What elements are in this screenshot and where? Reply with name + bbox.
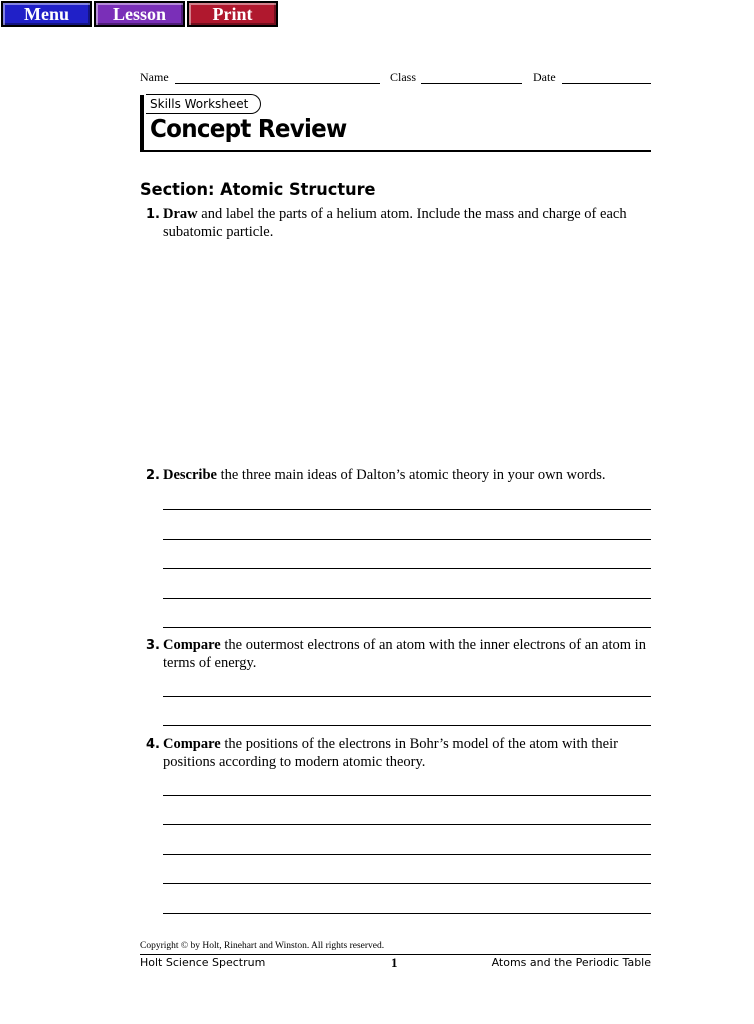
answer-line[interactable]: [163, 725, 651, 726]
question-text: the three main ideas of Dalton’s atomic theory in your own words.: [216, 467, 606, 483]
footer-book-title: Holt Science Spectrum: [140, 956, 266, 969]
question-verb: Draw: [163, 206, 198, 222]
answer-line[interactable]: [163, 824, 651, 825]
answer-line[interactable]: [163, 795, 651, 796]
question-number: 3.: [146, 638, 160, 653]
print-button[interactable]: Print: [187, 1, 278, 27]
title-accent-bar: [140, 95, 144, 152]
question-number: 1.: [146, 207, 160, 222]
answer-line[interactable]: [163, 913, 651, 914]
answer-line[interactable]: [163, 854, 651, 855]
page-title: Concept Review: [150, 114, 347, 143]
student-info-header: [140, 70, 651, 86]
worksheet-tag: Skills Worksheet: [146, 94, 261, 114]
menu-button[interactable]: Menu: [1, 1, 92, 27]
title-divider: [140, 150, 651, 152]
answer-line[interactable]: [163, 568, 651, 569]
answer-line[interactable]: [163, 598, 651, 599]
name-field[interactable]: [175, 83, 380, 84]
question-verb: Describe: [163, 467, 217, 483]
question-text: the outermost electrons of an atom with the inner electrons of an atom in terms of energy.: [163, 637, 646, 671]
nav-bar: [1, 1, 278, 27]
name-label: Name: [140, 70, 169, 84]
page-number: 1: [391, 955, 398, 970]
section-heading: Section: Atomic Structure: [140, 180, 376, 200]
question-2: [146, 467, 651, 485]
answer-line[interactable]: [163, 696, 651, 697]
answer-line[interactable]: [163, 883, 651, 884]
answer-line[interactable]: [163, 539, 651, 540]
copyright-notice: Copyright © by Holt, Rinehart and Winston. All rights reserved.: [140, 941, 385, 951]
question-number: 2.: [146, 468, 160, 483]
question-3: [146, 637, 651, 672]
question-number: 4.: [146, 737, 160, 752]
answer-line[interactable]: [163, 627, 651, 628]
question-verb: Compare: [163, 736, 221, 752]
question-text: the positions of the electrons in Bohr’s model of the atom with their positions according to modern atomic theory.: [163, 736, 618, 770]
lesson-button[interactable]: Lesson: [94, 1, 185, 27]
date-field[interactable]: [562, 83, 651, 84]
question-verb: Compare: [163, 637, 221, 653]
question-text: and label the parts of a helium atom. Include the mass and charge of each subatomic particle.: [163, 206, 627, 240]
question-1: [146, 206, 651, 241]
class-label: Class: [390, 70, 417, 84]
class-field[interactable]: [421, 83, 522, 84]
answer-line[interactable]: [163, 509, 651, 510]
question-4: [146, 736, 651, 771]
date-label: Date: [533, 70, 556, 84]
footer-chapter-title: Atoms and the Periodic Table: [491, 956, 651, 969]
